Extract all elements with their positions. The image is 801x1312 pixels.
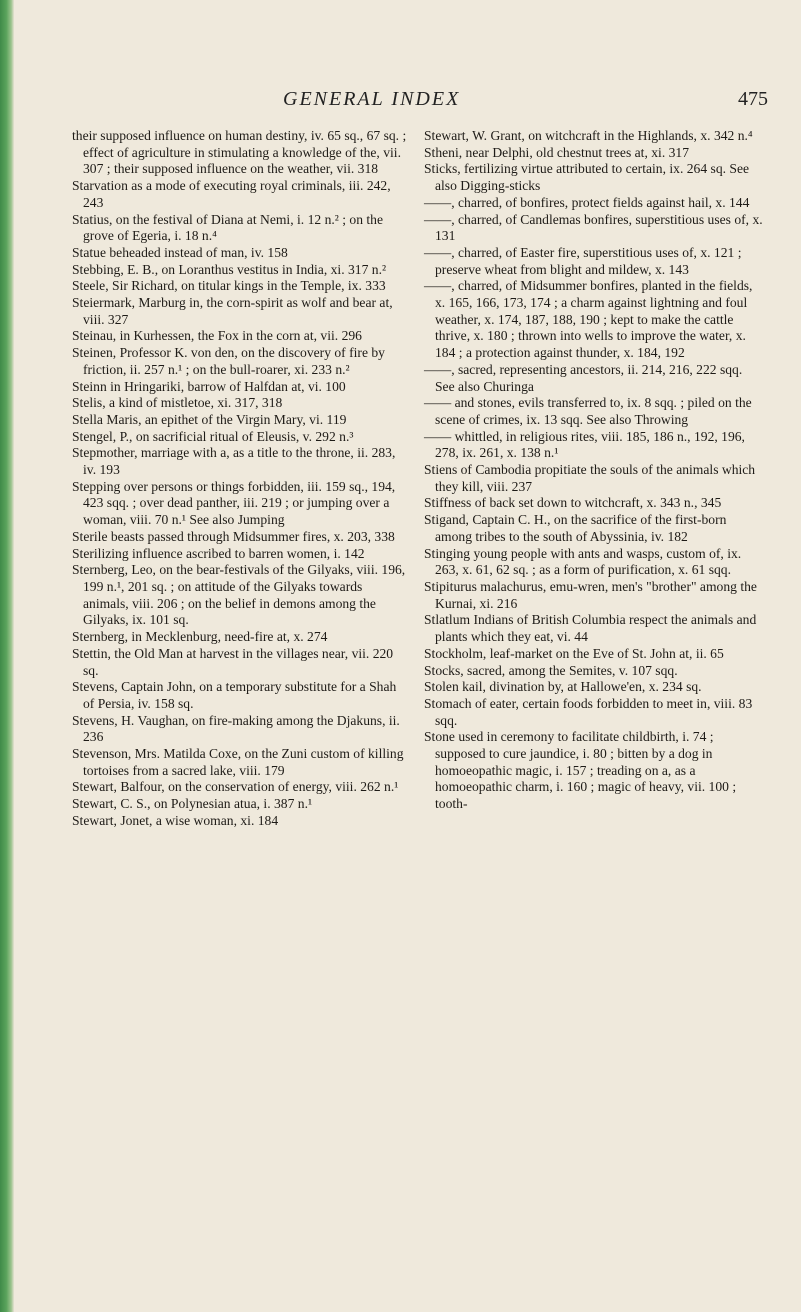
index-subentry: —— whittled, in religious rites, viii. 185, 186 n., 192, 196, 278, ix. 261, x. 138 n.¹ [424, 428, 745, 461]
index-entry: Stlatlum Indians of British Columbia respect the animals and plants which they eat, vi. 44 [424, 612, 757, 645]
index-entry: Stewart, W. Grant, on witchcraft in the Highlands, x. 342 n.⁴ [424, 128, 753, 143]
index-subentry: ——, sacred, representing ancestors, ii. 214, 216, 222 sqq. See also Churinga [424, 361, 743, 394]
index-entry: Stone used in ceremony to facilitate childbirth, i. 74 ; supposed to cure jaundice, i. 80 ; bitten by a dog in homoeopathic magic, i. 157 ; treading on a, as a homoeopathic charm, i. 160 ; magic of heavy, vii. 100 ; tooth- [424, 729, 737, 812]
index-entry: Stella Maris, an epithet of the Virgin Mary, vi. 119 [72, 411, 347, 427]
index-entry: Stevenson, Mrs. Matilda Coxe, on the Zuni custom of killing tortoises from a sacred lake, viii. 179 [72, 746, 404, 778]
index-entry: Stewart, C. S., on Polynesian atua, i. 387 n.¹ [72, 796, 313, 812]
index-entry: Stepping over persons or things forbidden, iii. 159 sq., 194, 423 sqq. ; over dead panther, iii. 219 ; or jumping over a woman, viii. 70 n.¹ See also Jumping [72, 478, 396, 528]
index-entry: Stockholm, leaf-market on the Eve of St. John at, ii. 65 [424, 645, 724, 661]
index-entry: Sternberg, Leo, on the bear-festivals of the Gilyaks, viii. 196, 199 n.¹, 201 sq. ; on attitude of the Gilyaks towards animals, viii. 206 ; on the belief in demons among the Gilyaks, ix. 101 sq. [72, 562, 406, 628]
index-entry: Stewart, Jonet, a wise woman, xi. 184 [72, 812, 279, 828]
index-subentry: —— and stones, evils transferred to, ix. 8 sqq. ; piled on the scene of crimes, ix. 13 sqq. See also Throwing [424, 395, 752, 427]
index-entry: Steiermark, Marburg in, the corn-spirit as wolf and bear at, viii. 327 [72, 295, 393, 327]
index-column-right [424, 128, 764, 813]
index-entry: Stelis, a kind of mistletoe, xi. 317, 318 [72, 395, 283, 411]
index-entry: Sterile beasts passed through Midsummer fires, x. 203, 338 [72, 528, 395, 544]
index-entry: Sternberg, in Mecklenburg, need-fire at, x. 274 [72, 629, 328, 645]
index-entry: Stomach of eater, certain foods forbidden to meet in, viii. 83 sqq. [424, 695, 753, 728]
index-entry: Stigand, Captain C. H., on the sacrifice of the first-born among tribes to the south of Abyssinia, iv. 182 [424, 512, 727, 544]
page-header [0, 88, 801, 118]
index-entry: Steele, Sir Richard, on titular kings in the Temple, ix. 333 [72, 278, 386, 294]
index-entry: Stevens, H. Vaughan, on fire-making among the Djakuns, ii. 236 [72, 712, 400, 745]
index-entry: Stocks, sacred, among the Semites, v. 107 sqq. [424, 662, 678, 678]
index-entry: Stiens of Cambodia propitiate the souls of the animals which they kill, viii. 237 [424, 462, 756, 494]
index-entry: Statius, on the festival of Diana at Nemi, i. 12 n.² ; on the grove of Egeria, i. 18 n.⁴ [72, 211, 384, 244]
index-subentry: ——, charred, of Candlemas bonfires, superstitious uses of, x. 131 [424, 211, 763, 244]
index-entry: Statue beheaded instead of man, iv. 158 [72, 244, 288, 260]
index-entry: Stepmother, marriage with a, as a title to the throne, ii. 283, iv. 193 [72, 445, 396, 478]
index-subentry: ——, charred, of Midsummer bonfires, planted in the fields, x. 165, 166, 173, 174 ; a charm against lightning and foul weather, x. 174, 187, 188, 190 ; kept to make the cattle thrive, x. 180 ; thrown into wells to improve the water, x. 184 ; a protection against thunder, x. 184, 192 [424, 278, 753, 361]
index-entry: Stiffness of back set down to witchcraft, x. 343 n., 345 [424, 495, 722, 511]
index-column-left [72, 128, 408, 830]
index-entry: Starvation as a mode of executing royal criminals, iii. 242, 243 [72, 178, 391, 210]
index-entry: Stengel, P., on sacrificial ritual of Eleusis, v. 292 n.³ [72, 428, 354, 444]
index-entry: Steinau, in Kurhessen, the Fox in the corn at, vii. 296 [72, 328, 362, 344]
index-subentry: ——, charred, of Easter fire, superstitious uses of, x. 121 ; preserve wheat from blight and mildew, x. 143 [424, 244, 742, 277]
index-entry: Stebbing, E. B., on Loranthus vestitus in India, xi. 317 n.² [72, 261, 387, 277]
index-entry: Sterilizing influence ascribed to barren women, i. 142 [72, 545, 365, 561]
index-entry: Stettin, the Old Man at harvest in the villages near, vii. 220 sq. [72, 645, 394, 678]
index-entry: Steinen, Professor K. von den, on the discovery of fire by friction, ii. 257 n.¹ ; on the bull-roarer, xi. 233 n.² [72, 345, 385, 377]
running-head: GENERAL INDEX [283, 88, 461, 110]
book-binding-edge [0, 0, 14, 1312]
index-subentry: ——, charred, of bonfires, protect fields against hail, x. 144 [424, 194, 750, 210]
index-entry: Stewart, Balfour, on the conservation of energy, viii. 262 n.¹ [72, 779, 399, 795]
index-entry: Sticks, fertilizing virtue attributed to certain, ix. 264 sq. See also Digging-sticks [424, 161, 750, 194]
page-number: 475 [738, 88, 768, 110]
index-entry: their supposed influence on human destiny, iv. 65 sq., 67 sq. ; effect of agriculture in stimulating a knowledge of the, vii. 307 ; their supposed influence on the weather, vii. 318 [72, 128, 407, 177]
index-entry: Stinging young people with ants and wasps, custom of, ix. 263, x. 61, 62 sq. ; as a form of purification, x. 61 sqq. [424, 545, 742, 578]
index-entry: Steinn in Hringariki, barrow of Halfdan at, vi. 100 [72, 378, 346, 394]
index-entry: Stevens, Captain John, on a temporary substitute for a Shah of Persia, iv. 158 sq. [72, 679, 397, 711]
index-entry: Stipiturus malachurus, emu-wren, men's "brother" among the Kurnai, xi. 216 [424, 578, 757, 611]
index-entry: Stolen kail, divination by, at Hallowe'en, x. 234 sq. [424, 679, 702, 695]
index-entry: Stheni, near Delphi, old chestnut trees at, xi. 317 [424, 144, 690, 160]
